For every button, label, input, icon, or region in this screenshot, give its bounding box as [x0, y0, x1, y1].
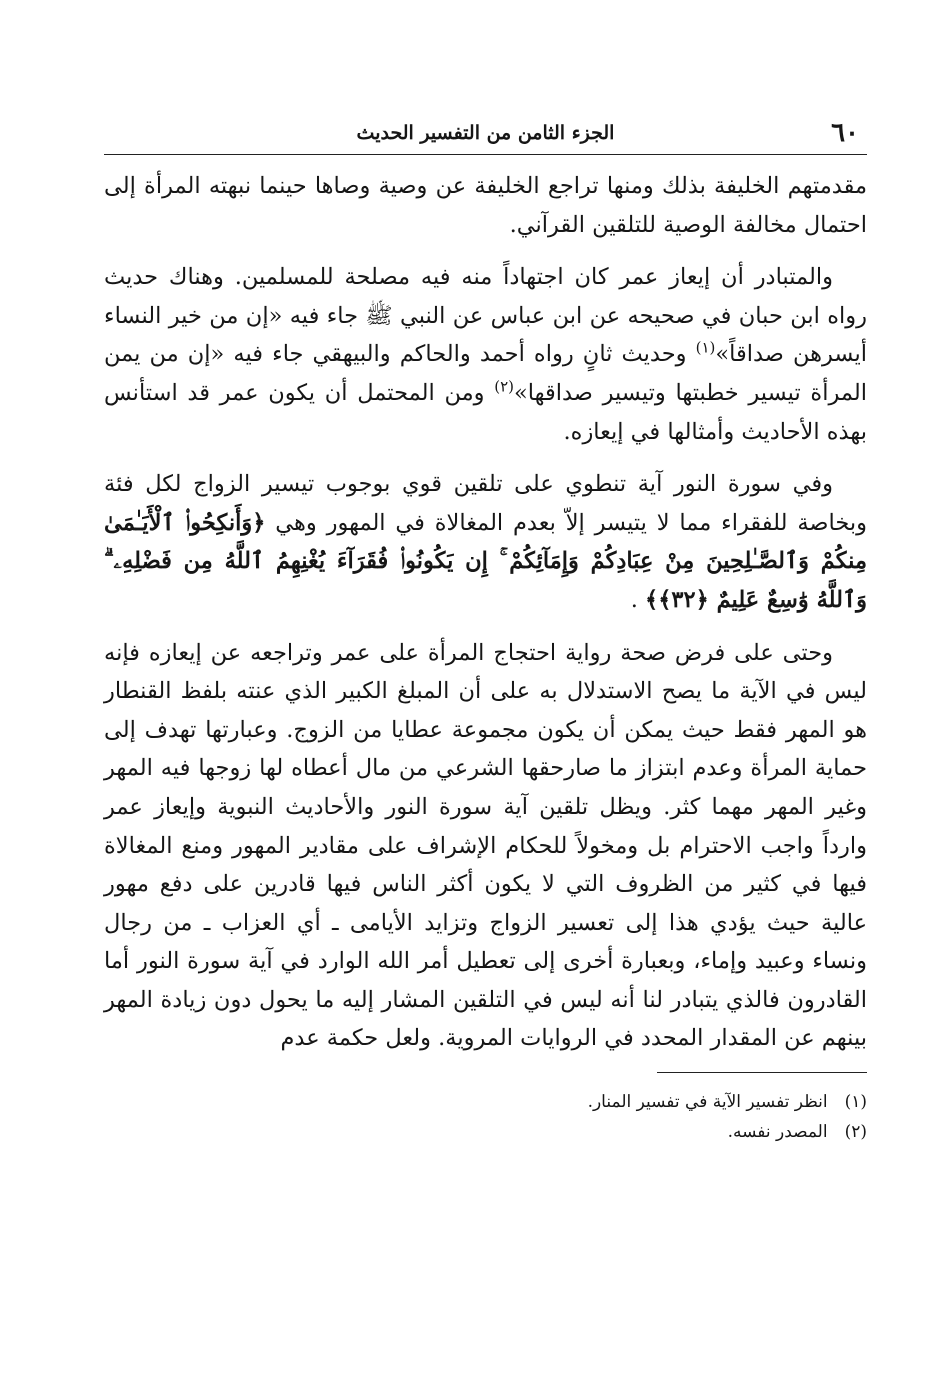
footnote-1-number: (١): [844, 1092, 867, 1113]
paragraph-2-text-a: والمتبادر أن إيعاز عمر كان اجتهاداً منه فيه مصلحة للمسلمين. وهناك حديث رواه ابن حبان في صحيحه عن ابن عباس عن النبي ﷺ جاء فيه «إن من خير النساء أيسرهن صداقاً»: [104, 264, 867, 368]
footnotes: [104, 1087, 867, 1147]
paragraph-4: [104, 634, 867, 1059]
book-page: [104, 112, 867, 1312]
footnote-divider: [657, 1072, 867, 1073]
paragraph-4-text: وحتى على فرض صحة رواية احتجاج المرأة على عمر وتراجعه عن إيعازه فإنه ليس في الآية ما يصح الاستدلال به على أن المبلغ الكبير الذي عنته بلفظ القنطار هو المهر فقط حيث يمكن أن يكون مجموعة عطايا من الزوج. وعبارتها تهدف إلى حماية المرأة وعدم ابتزاز ما صارحقها الشرعي من مال أعطاه لها زوجها فيه المهر وغير المهر مهما كثر. ويظل تلقين آية سورة النور والأحاديث النبوية وإيعاز عمر وارداً واجب الاحترام بل ومخولاً للحكام الإشراف على مقادير المهور ومنع المغالاة فيها في كثير من الظروف التي لا يكون أكثر الناس فيها قادرين على دفع مهور عالية حيث يؤدي هذا إلى تعسير الزواج وتزايد الأيامى ـ أي العزاب ـ من رجال ونساء وعبيد وإماء، وبعبارة أخرى إلى تعطيل أمر الله الوارد في آية سورة النور أما القادرون فالذي يتبادر لنا أنه ليس في التلقين المشار إليه ما يحول دون زيادة المهر بينهم عن المقدار المحدد في الروايات المروية. ولعل حكمة عدم: [104, 639, 867, 1052]
footnote-2-number: (٢): [844, 1122, 867, 1143]
quran-verse: ﴿وَأَنكِحُوا۟ ٱلْأَيَـٰمَىٰ مِنكُمْ وَٱلصَّـٰلِحِينَ مِنْ عِبَادِكُمْ وَإِمَآئِكُمْ ۚ إِن يَكُونُوا۟ فُقَرَآءَ يُغْنِهِمُ ٱللَّهُ مِن فَضْلِهِۦ ۗ وَٱللَّهُ وَٰسِعٌ عَلِيمٌ ﴿٣٢﴾﴾: [104, 509, 867, 613]
footnote-1: [104, 1087, 867, 1117]
paragraph-1-text: مقدمتهم الخليفة بذلك ومنها تراجع الخليفة عن وصية وصاها حينما نبهته المرأة إلى احتمال مخالفة الوصية للتلقين القرآني.: [104, 173, 867, 238]
paragraph-3-text-b: .: [630, 586, 646, 613]
footnote-1-text: انظر تفسير الآية في تفسير المنار.: [587, 1092, 828, 1113]
footnote-reference-1: (١): [695, 338, 716, 357]
paragraph-2: [104, 258, 867, 451]
main-text: [104, 167, 867, 1058]
paragraph-1: [104, 167, 867, 244]
paragraph-2-text-c: ومن المحتمل أن يكون عمر قد استأنس بهذه الأحاديث وأمثالها في إيعازه.: [104, 379, 867, 445]
footnote-reference-2: (٢): [494, 377, 514, 396]
page-number: ٦٠: [831, 118, 859, 148]
paragraph-2-text-b: وحديث ثانٍ رواه أحمد والحاكم والبيهقي جاء فيه «إن من يمن المرأة تيسير خطبتها وتيسير صداقها»: [104, 341, 867, 406]
book-title: الجزء الثامن من التفسير الحديث: [356, 122, 615, 144]
paragraph-3-text-a: وفي سورة النور آية تنطوي على تلقين قوي بوجوب تيسير الزواج لكل فئة وبخاصة للفقراء مما لا يتيسر إلاّ بعدم المغالاة في المهور وهي: [104, 471, 867, 536]
running-header: [104, 112, 867, 155]
paragraph-3: [104, 465, 867, 619]
footnote-2-text: المصدر نفسه.: [727, 1122, 828, 1143]
footnote-2: [104, 1117, 867, 1147]
